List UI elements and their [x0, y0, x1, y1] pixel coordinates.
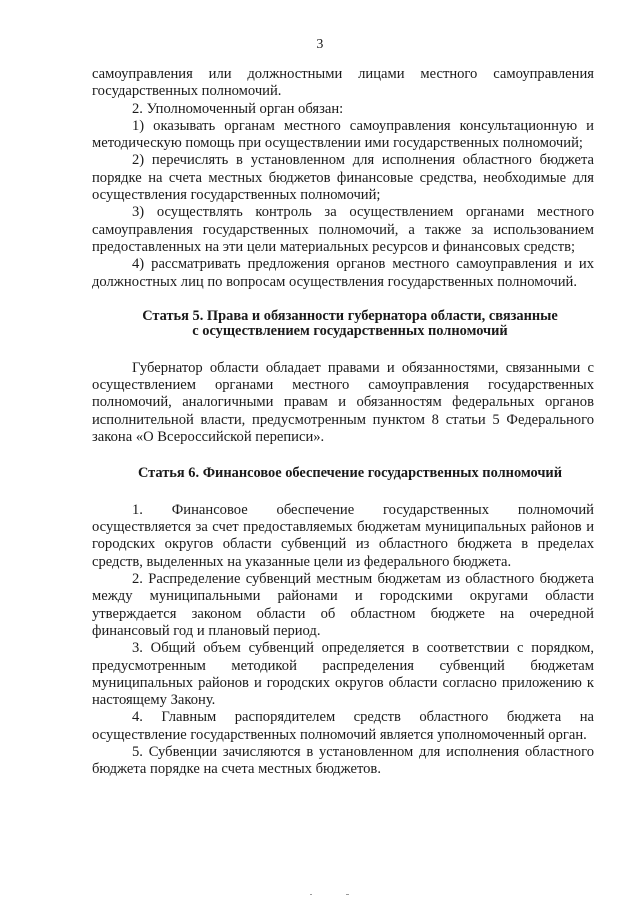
scan-artifact	[346, 894, 349, 895]
article-5-heading-line-2: с осуществлением государственных полномочий	[192, 323, 508, 340]
article-5-heading-line-1: Статья 5. Права и обязанности губернатора области, связанные	[142, 307, 558, 324]
paragraph-duty-4: 4) рассматривать предложения органов местного самоуправления и их должностных лиц по вопросам осуществления государственных полномочий.	[92, 256, 594, 290]
paragraph-continuation: самоуправления или должностными лицами местного самоуправления государственных полномочий.	[92, 66, 594, 100]
paragraph-authorized-body-duties: 2. Уполномоченный орган обязан:	[132, 100, 344, 117]
article-6-paragraph-4: 4. Главным распорядителем средств областного бюджета на осуществление государственных полномочий является уполномоченный орган.	[92, 709, 594, 743]
paragraph-duty-2: 2) перечислять в установленном для исполнения областного бюджета порядке на счета местных бюджетов финансовые средства, необходимые для осуществления государственных полномочий;	[92, 152, 594, 204]
article-5-heading	[92, 309, 594, 340]
spacer	[92, 340, 594, 360]
article-6-paragraph-5: 5. Субвенции зачисляются в установленном для исполнения областного бюджета порядке на счета местных бюджетов.	[92, 744, 594, 778]
article-6-paragraph-1: 1. Финансовое обеспечение государственных полномочий осуществляется за счет предоставляемых бюджетам муниципальных районов и городских округов области субвенций из областного бюджета в пределах средств, выделенных на указанные цели из федерального бюджета.	[92, 501, 594, 570]
paragraph-duty-1: 1) оказывать органам местного самоуправления консультационную и методическую помощь при осуществлении ими государственных полномочий;	[92, 117, 594, 152]
article-6-heading: Статья 6. Финансовое обеспечение государственных полномочий	[137, 465, 563, 482]
spacer	[92, 446, 594, 466]
document-body	[92, 66, 594, 779]
article-6-paragraph-3: 3. Общий объем субвенций определяется в соответствии с порядком, предусмотренным методикой распределения субвенций бюджетам муниципальных районов и городских округов области согласно приложению к настоящему Закону.	[92, 640, 594, 709]
paragraph-duty-3: 3) осуществлять контроль за осуществлением органами местного самоуправления государственных полномочий, а также за использованием предоставленных на эти цели материальных ресурсов и финансовых средств;	[92, 204, 594, 255]
spacer	[92, 291, 594, 309]
spacer	[92, 482, 594, 502]
page-number: 3	[316, 37, 324, 52]
scan-artifact	[310, 894, 312, 895]
article-6-paragraph-2: 2. Распределение субвенций местным бюджетам из областного бюджета между муниципальными районами и городскими округами области утверждается законом области об областном бюджете на очередной финансовый год и плановый период.	[92, 571, 594, 639]
article-5-paragraph: Губернатор области обладает правами и обязанностями, связанными с осуществлением органами местного самоуправления государственных полномочий, аналогичными правам и обязанностям федеральных органов исполнительной власти, предусмотренным пунктом 8 статьи 5 Федерального закона «О Всероссийской переписи».	[92, 359, 594, 446]
